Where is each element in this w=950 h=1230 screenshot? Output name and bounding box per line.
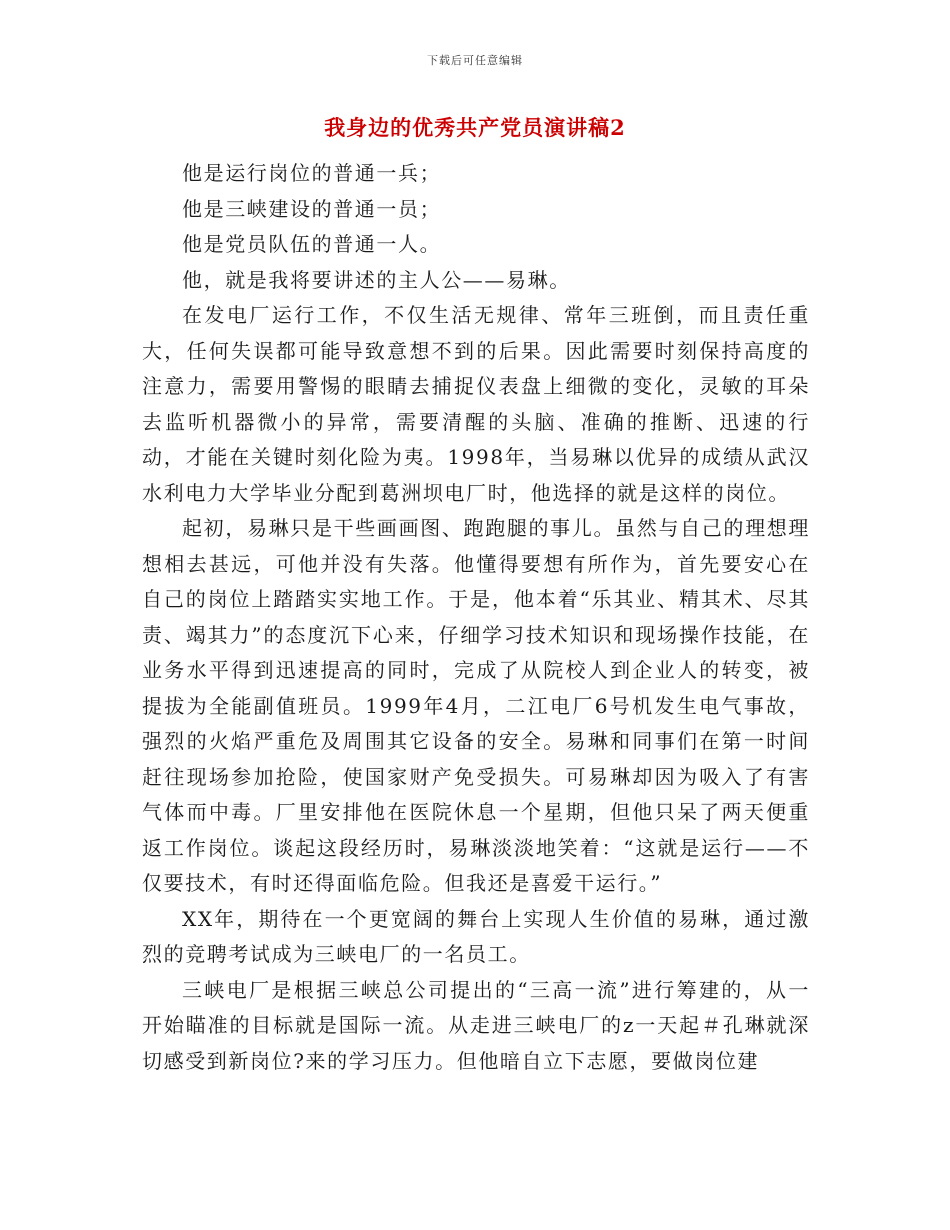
paragraph: 他是运行岗位的普通一兵； — [182, 161, 442, 185]
paragraph: 三峡电厂是根据三峡总公司提出的“三高一流”进行筹建的，从一开始瞄准的目标就是国际一流。从走进三峡电厂的z一天起＃孔琳就深切感受到新岗位?来的学习压力。但他暗自立下志愿，要做岗位建 — [142, 977, 810, 1073]
header-note: 下载后可任意编辑 — [427, 54, 523, 67]
document-body — [142, 156, 810, 1079]
paragraph: 他是党员队伍的普通一人。 — [182, 232, 442, 256]
document-title: 我身边的优秀共产党员演讲稿2 — [324, 115, 626, 140]
paragraph: 在发电厂运行工作，不仅生活无规律、常年三班倒，而且责任重大，任何失误都可能导致意想不到的后果。因此需要时刻保持高度的注意力，需要用警惕的眼睛去捕捉仪表盘上细微的变化，灵敏的耳朵去监听机器微小的异常，需要清醒的头脑、准确的推断、迅速的行动，才能在关键时刻化险为夷。1998年，当易琳以优异的成绩从武汉水利电力大学毕业分配到葛洲坝电厂时，他选择的就是这样的岗位。 — [142, 303, 810, 505]
paragraph: 他，就是我将要讲述的主人公——易琳。 — [182, 267, 571, 292]
paragraph: 起初，易琳只是干些画画图、跑跑腿的事儿。虽然与自己的理想理想相去甚远，可他并没有失落。他懂得要想有所作为，首先要安心在自己的岗位上踏踏实实地工作。于是，他本着“乐其业、精其术、尽其责、竭其力”的态度沉下心来，仔细学习技术知识和现场操作技能，在业务水平得到迅速提高的同时，完成了从院校人到企业人的转变，被提拔为全能副值班员。1999年4月，二江电厂6号机发生电气事故，强烈的火焰严重危及周围其它设备的安全。易琳和同事们在第一时间赶往现场参加抢险，使国家财产免受损失。可易琳却因为吸入了有害气体而中毒。厂里安排他在医院休息一个星期，但他只呆了两天便重返工作岗位。谈起这段经历时，易琳淡淡地笑着：“这就是运行——不仅要技术，有时还得面临危险。但我还是喜爱干运行。” — [142, 516, 810, 895]
paragraph: 他是三峡建设的普通一员； — [182, 196, 442, 221]
paragraph: XX年，期待在一个更宽阔的舞台上实现人生价值的易琳，通过激烈的竞聘考试成为三峡电厂的一名员工。 — [142, 906, 810, 966]
